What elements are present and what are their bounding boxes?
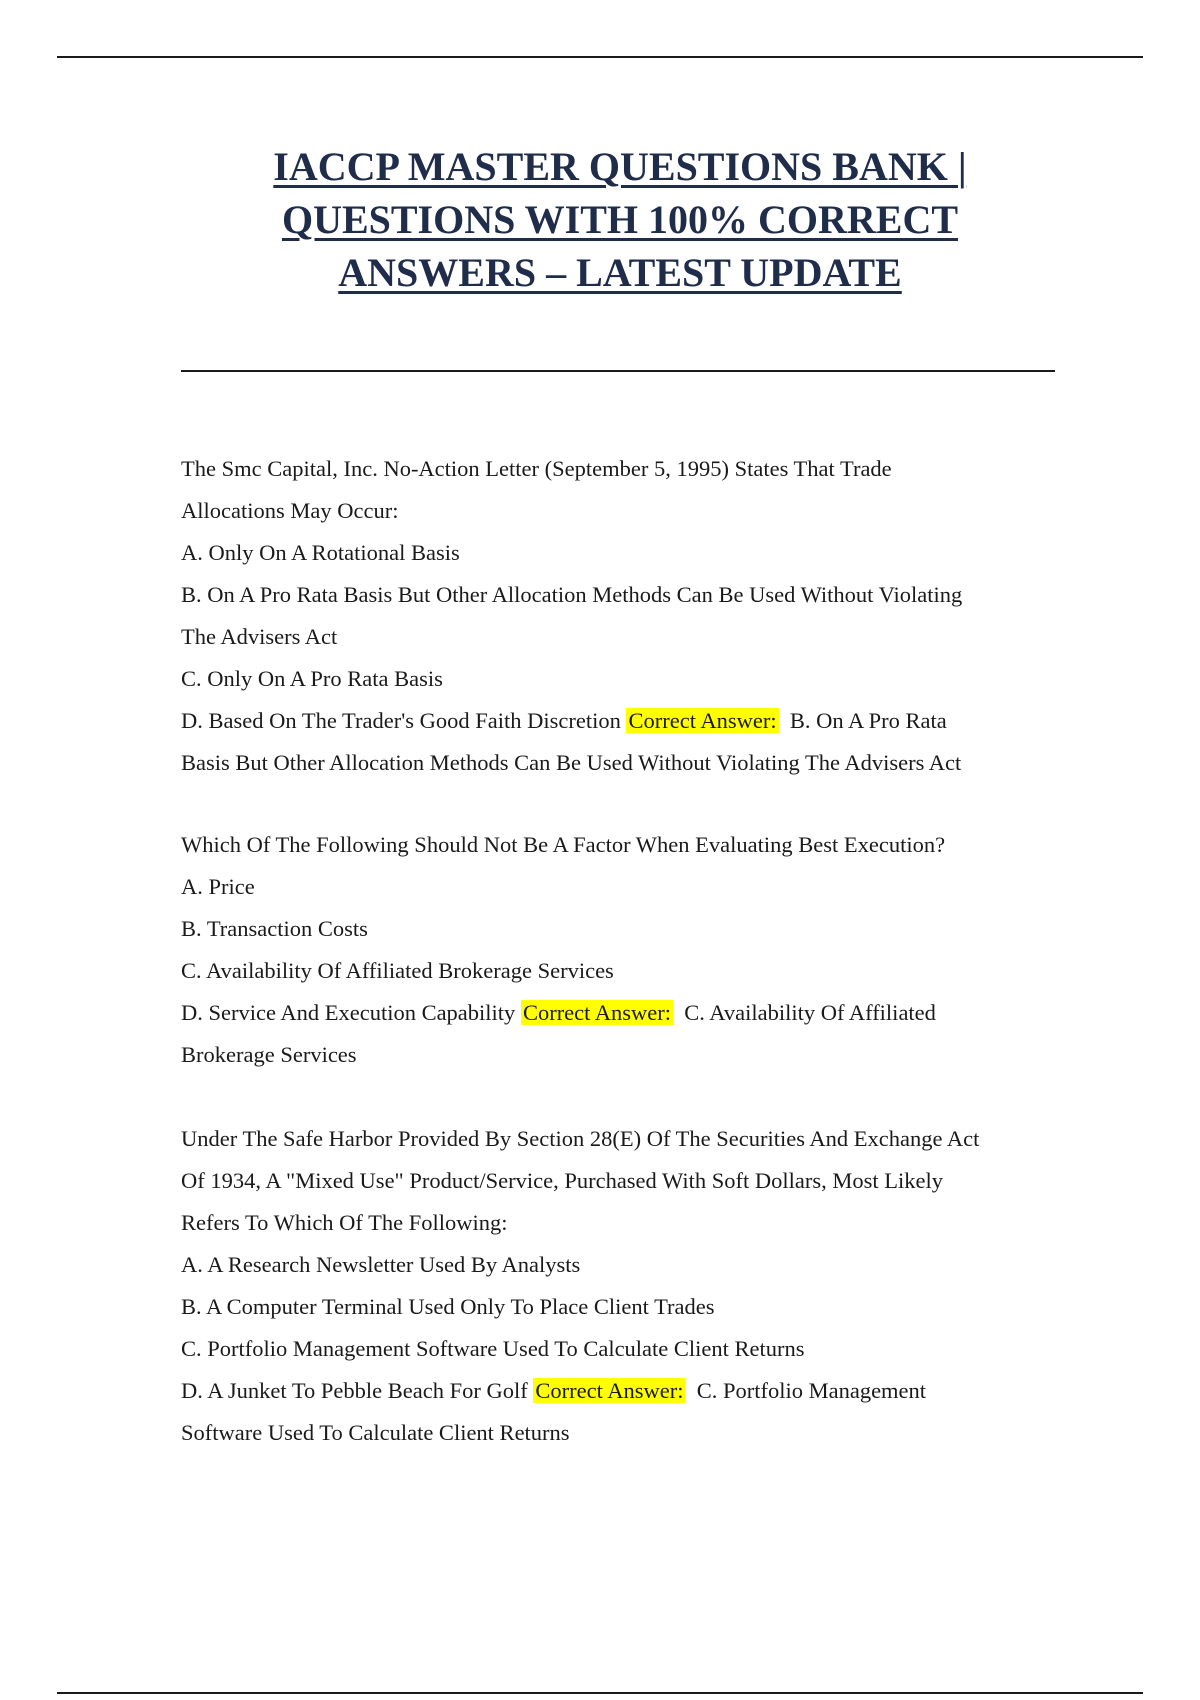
option-d: D. Service And Execution Capability: [181, 1000, 516, 1025]
option-a: A. Price: [181, 874, 255, 899]
top-page-rule: [57, 56, 1143, 58]
title-divider: [181, 370, 1055, 372]
question-block: [181, 1118, 1061, 1454]
correct-answer-label: Correct Answer:: [535, 1378, 684, 1403]
correct-answer-text: B. On A Pro Rata: [789, 708, 947, 733]
questions-list: [181, 448, 1061, 1496]
option-c: C. Portfolio Management Software Used To Calculate Client Returns: [181, 1336, 805, 1361]
option-b: B. On A Pro Rata Basis But Other Allocation Methods Can Be Used Without Violating: [181, 582, 963, 607]
option-d-with-answer: [181, 700, 1061, 742]
correct-answer-label: Correct Answer:: [628, 708, 777, 733]
correct-answer-continued: Brokerage Services: [181, 1042, 357, 1067]
option-c: C. Availability Of Affiliated Brokerage Services: [181, 958, 614, 983]
option-d-with-answer: [181, 1370, 1061, 1412]
question-text: Under The Safe Harbor Provided By Section 28(E) Of The Securities And Exchange Act: [181, 1126, 980, 1151]
correct-answer-text: C. Availability Of Affiliated: [684, 1000, 936, 1025]
option-a: A. A Research Newsletter Used By Analysts: [181, 1252, 581, 1277]
question-text: Refers To Which Of The Following:: [181, 1210, 508, 1235]
option-b-continued: The Advisers Act: [181, 624, 338, 649]
question-text: Of 1934, A "Mixed Use" Product/Service, Purchased With Soft Dollars, Most Likely: [181, 1168, 943, 1193]
question-text: Which Of The Following Should Not Be A Factor When Evaluating Best Execution?: [181, 832, 946, 857]
document-title: [180, 140, 1060, 299]
title-line: QUESTIONS WITH 100% CORRECT: [281, 197, 959, 242]
correct-answer-text: C. Portfolio Management: [696, 1378, 927, 1403]
option-b: B. Transaction Costs: [181, 916, 368, 941]
question-text: Allocations May Occur:: [181, 498, 399, 523]
option-a: A. Only On A Rotational Basis: [181, 540, 460, 565]
option-d: D. A Junket To Pebble Beach For Golf: [181, 1378, 528, 1403]
question-block: [181, 448, 1061, 784]
option-d: D. Based On The Trader's Good Faith Discretion: [181, 708, 621, 733]
correct-answer-continued: Basis But Other Allocation Methods Can Be Used Without Violating The Advisers Act: [181, 750, 962, 775]
correct-answer-continued: Software Used To Calculate Client Returns: [181, 1420, 570, 1445]
question-text: The Smc Capital, Inc. No-Action Letter (September 5, 1995) States That Trade: [181, 456, 892, 481]
option-d-with-answer: [181, 992, 1061, 1034]
title-line: IACCP MASTER QUESTIONS BANK |: [273, 144, 967, 189]
correct-answer-label: Correct Answer:: [522, 1000, 672, 1025]
option-b: B. A Computer Terminal Used Only To Place Client Trades: [181, 1294, 715, 1319]
question-block: [181, 824, 1061, 1076]
option-c: C. Only On A Pro Rata Basis: [181, 666, 443, 691]
bottom-page-rule: [57, 1692, 1143, 1694]
title-line: ANSWERS – LATEST UPDATE: [338, 250, 902, 295]
